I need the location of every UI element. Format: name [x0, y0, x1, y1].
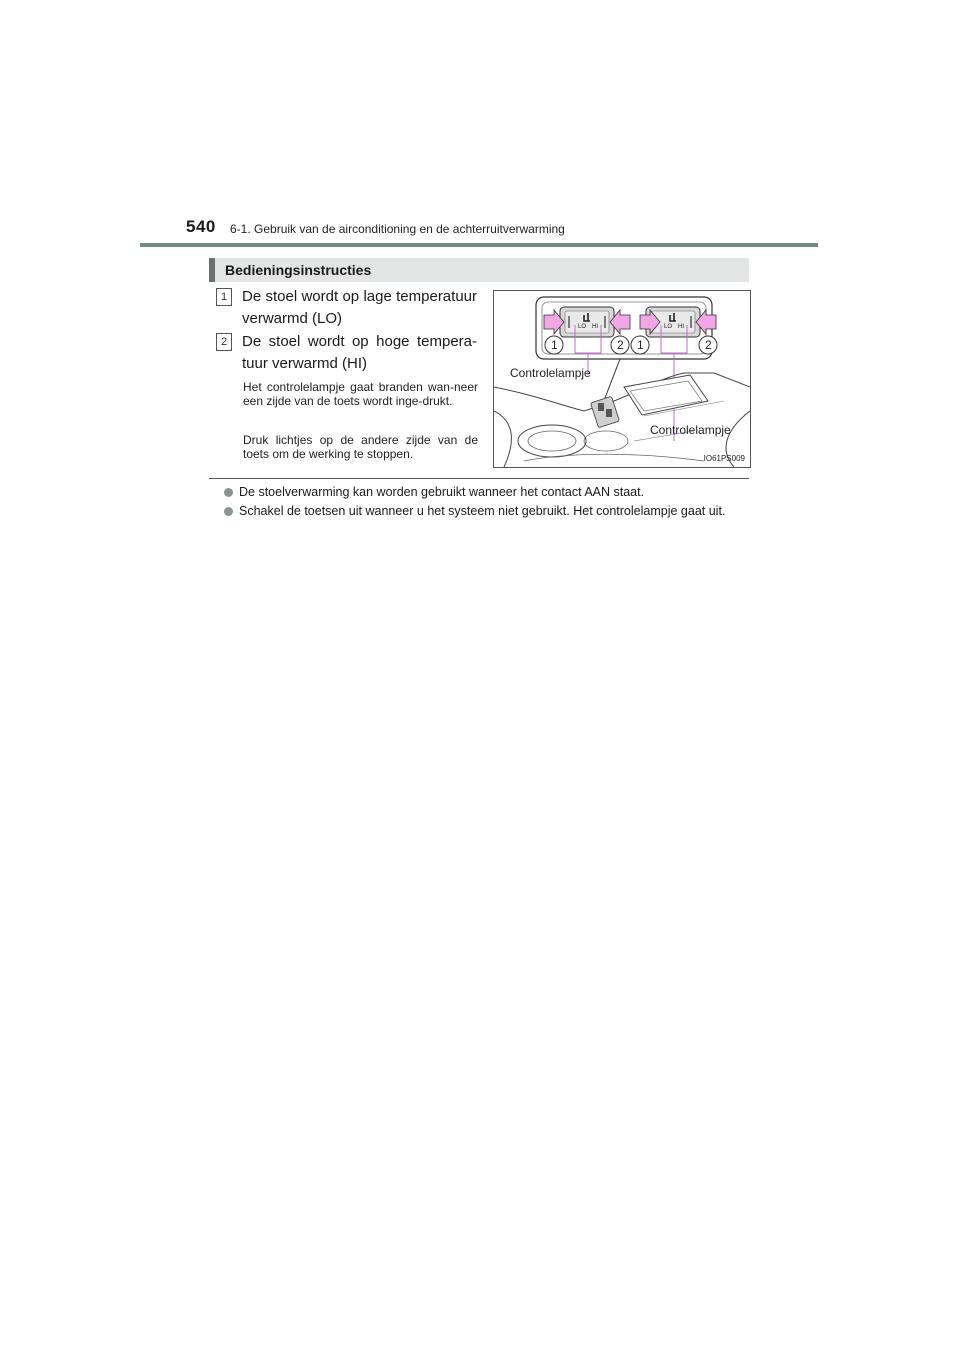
bullet-item-2: [224, 504, 751, 519]
callout-1-left: 1: [551, 338, 558, 352]
header-rule: [140, 243, 818, 247]
section-title: Bedieningsinstructies: [225, 262, 372, 278]
chapter-title: 6-1. Gebruik van de airconditioning en de achterruitverwarming: [230, 222, 565, 236]
switch-hi-label-right: HI: [678, 324, 684, 330]
bullet-text-1: De stoelverwarming kan worden gebruikt wanneer het contact AAN staat.: [239, 485, 645, 499]
section-divider: [209, 478, 749, 479]
callout-1-right: 1: [637, 338, 644, 352]
switch-hi-label-left: HI: [592, 324, 598, 330]
switch-lo-label-right: LO: [664, 324, 673, 330]
switch-lo-label-left: LO: [578, 324, 587, 330]
figure-id: IO61PS009: [703, 454, 745, 463]
note-text-1: Het controlelampje gaat branden wan-neer een zijde van de toets wordt inge-drukt.: [243, 380, 478, 408]
indicator-label-right: Controlelampje: [650, 423, 731, 437]
bullet-dot: [224, 488, 233, 497]
page-number: 540: [186, 217, 216, 236]
note-text-2: Druk lichtjes op de andere zijde van de toets om de werking te stoppen.: [243, 433, 478, 461]
step-text-2: De stoel wordt op hoge tempera-tuur verwarmd (HI): [242, 333, 477, 372]
seat-heater-figure: [493, 290, 751, 468]
step-badge-1: 1: [216, 288, 232, 306]
step-badge-2: 2: [216, 333, 232, 351]
section-header: [209, 258, 749, 282]
indicator-label-left: Controlelampje: [510, 366, 591, 380]
callout-2-left: 2: [617, 338, 624, 352]
callout-2-right: 2: [705, 338, 712, 352]
bullet-dot: [224, 507, 233, 516]
bullet-text-2: Schakel de toetsen uit wanneer u het systeem niet gebruikt. Het controlelampje gaat uit.: [239, 504, 726, 518]
step-text-1: De stoel wordt op lage temperatuur verwarmd (LO): [242, 288, 477, 327]
bullet-item-1: [224, 485, 751, 500]
section-accent: [209, 258, 215, 282]
